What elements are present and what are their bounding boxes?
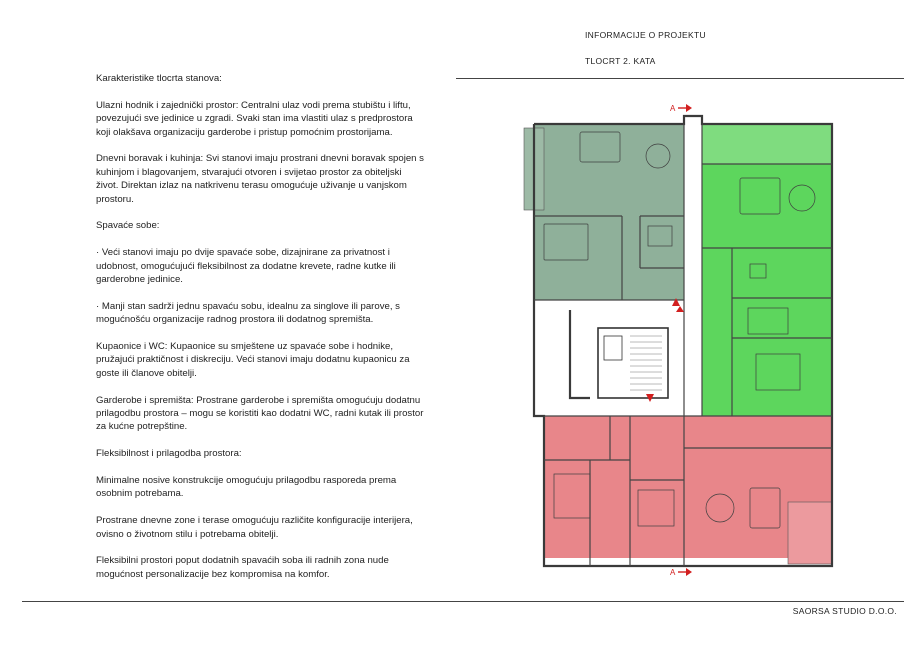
apartment-3-terrace (788, 502, 832, 564)
paragraph-heading-characteristics: Karakteristike tlocrta stanova: (96, 73, 222, 84)
paragraph-small-apartment: · Manji stan sadrži jednu spavaću sobu, idealnu za singlove ili parove, s mogućnošću organizacije radnog prostora ili dodatnog spremišta. (96, 300, 400, 326)
floor-plan (510, 98, 845, 576)
description-text (96, 72, 426, 595)
project-info-title: INFORMACIJE O PROJEKTU (585, 30, 706, 40)
floor-plan-drawing (510, 98, 845, 576)
floor-title: TLOCRT 2. KATA (585, 56, 656, 66)
stair-core (598, 328, 668, 398)
paragraph-terraces: Prostrane dnevne zone i terase omogućuju različite konfiguracije interijera, ovisno o životnom stilu i potrebama obitelji. (96, 515, 413, 540)
paragraph-storage: Garderobe i spremišta: Prostrane garderobe i spremišta omogućuju dodatnu prilagodbu prostora – mogu se koristiti kao dodatni WC, radni kutak ili prostor za kućne potrepštine. (96, 394, 424, 433)
top-divider (456, 78, 904, 79)
apartment-2-area (702, 164, 832, 416)
section-marker-bottom (670, 568, 692, 576)
paragraph-structure: Minimalne nosive konstrukcije omogućuju prilagodbu rasporeda prema osobnim potrebama. (96, 475, 397, 500)
apartment-2-terrace (702, 124, 832, 164)
apartment-1-area (534, 124, 684, 300)
paragraph-large-apartments: · Veći stanovi imaju po dvije spavaće sobe, dizajnirane za privatnost i udobnost, omogućujući fleksibilnost za dodatne krevete, radne kutke ili garderobne jedinice. (96, 247, 396, 286)
paragraph-heading-bedrooms: Spavaće sobe: (96, 220, 160, 232)
paragraph-bathrooms: Kupaonice i WC: Kupaonice su smještene uz spavaće sobe i hodnike, pružajući praktičnost i diskreciju. Veći stanovi imaju dodatnu kupaonicu za goste ili članove obitelji. (96, 341, 410, 379)
section-label-top: A (670, 104, 676, 113)
paragraph-flexible-spaces: Fleksibilni prostori poput dodatnih spavaćih soba ili radnih zona nude mogućnost personalizacije bez kompromisa na komfor. (96, 555, 389, 580)
paragraph-entrance: Ulazni hodnik i zajednički prostor: Centralni ulaz vodi prema stubištu i liftu, povezujući sve jedinice u zgradi. Svaki stan ima vlastiti ulaz s predprostora koji olakšava organizaciju garderobe i pristup pomoćnim prostorijama. (96, 99, 413, 138)
company-name: SAORSA STUDIO D.O.O. (792, 606, 897, 616)
paragraph-living-room: Dnevni boravak i kuhinja: Svi stanovi imaju prostrani dnevni boravak spojen s kuhinjom i blagovanjem, stvarajući otvoren i svijetao prostor za obiteljski život. Direktan izlaz na natkrivenu terasu omogućuje uživanje u vanjskom prostoru. (96, 153, 424, 205)
paragraph-heading-flexibility: Fleksibilnost i prilagodba prostora: (96, 448, 242, 460)
section-marker-top (670, 104, 692, 113)
bottom-divider (22, 601, 904, 602)
header (585, 27, 706, 69)
section-label-bottom: A (670, 568, 676, 576)
